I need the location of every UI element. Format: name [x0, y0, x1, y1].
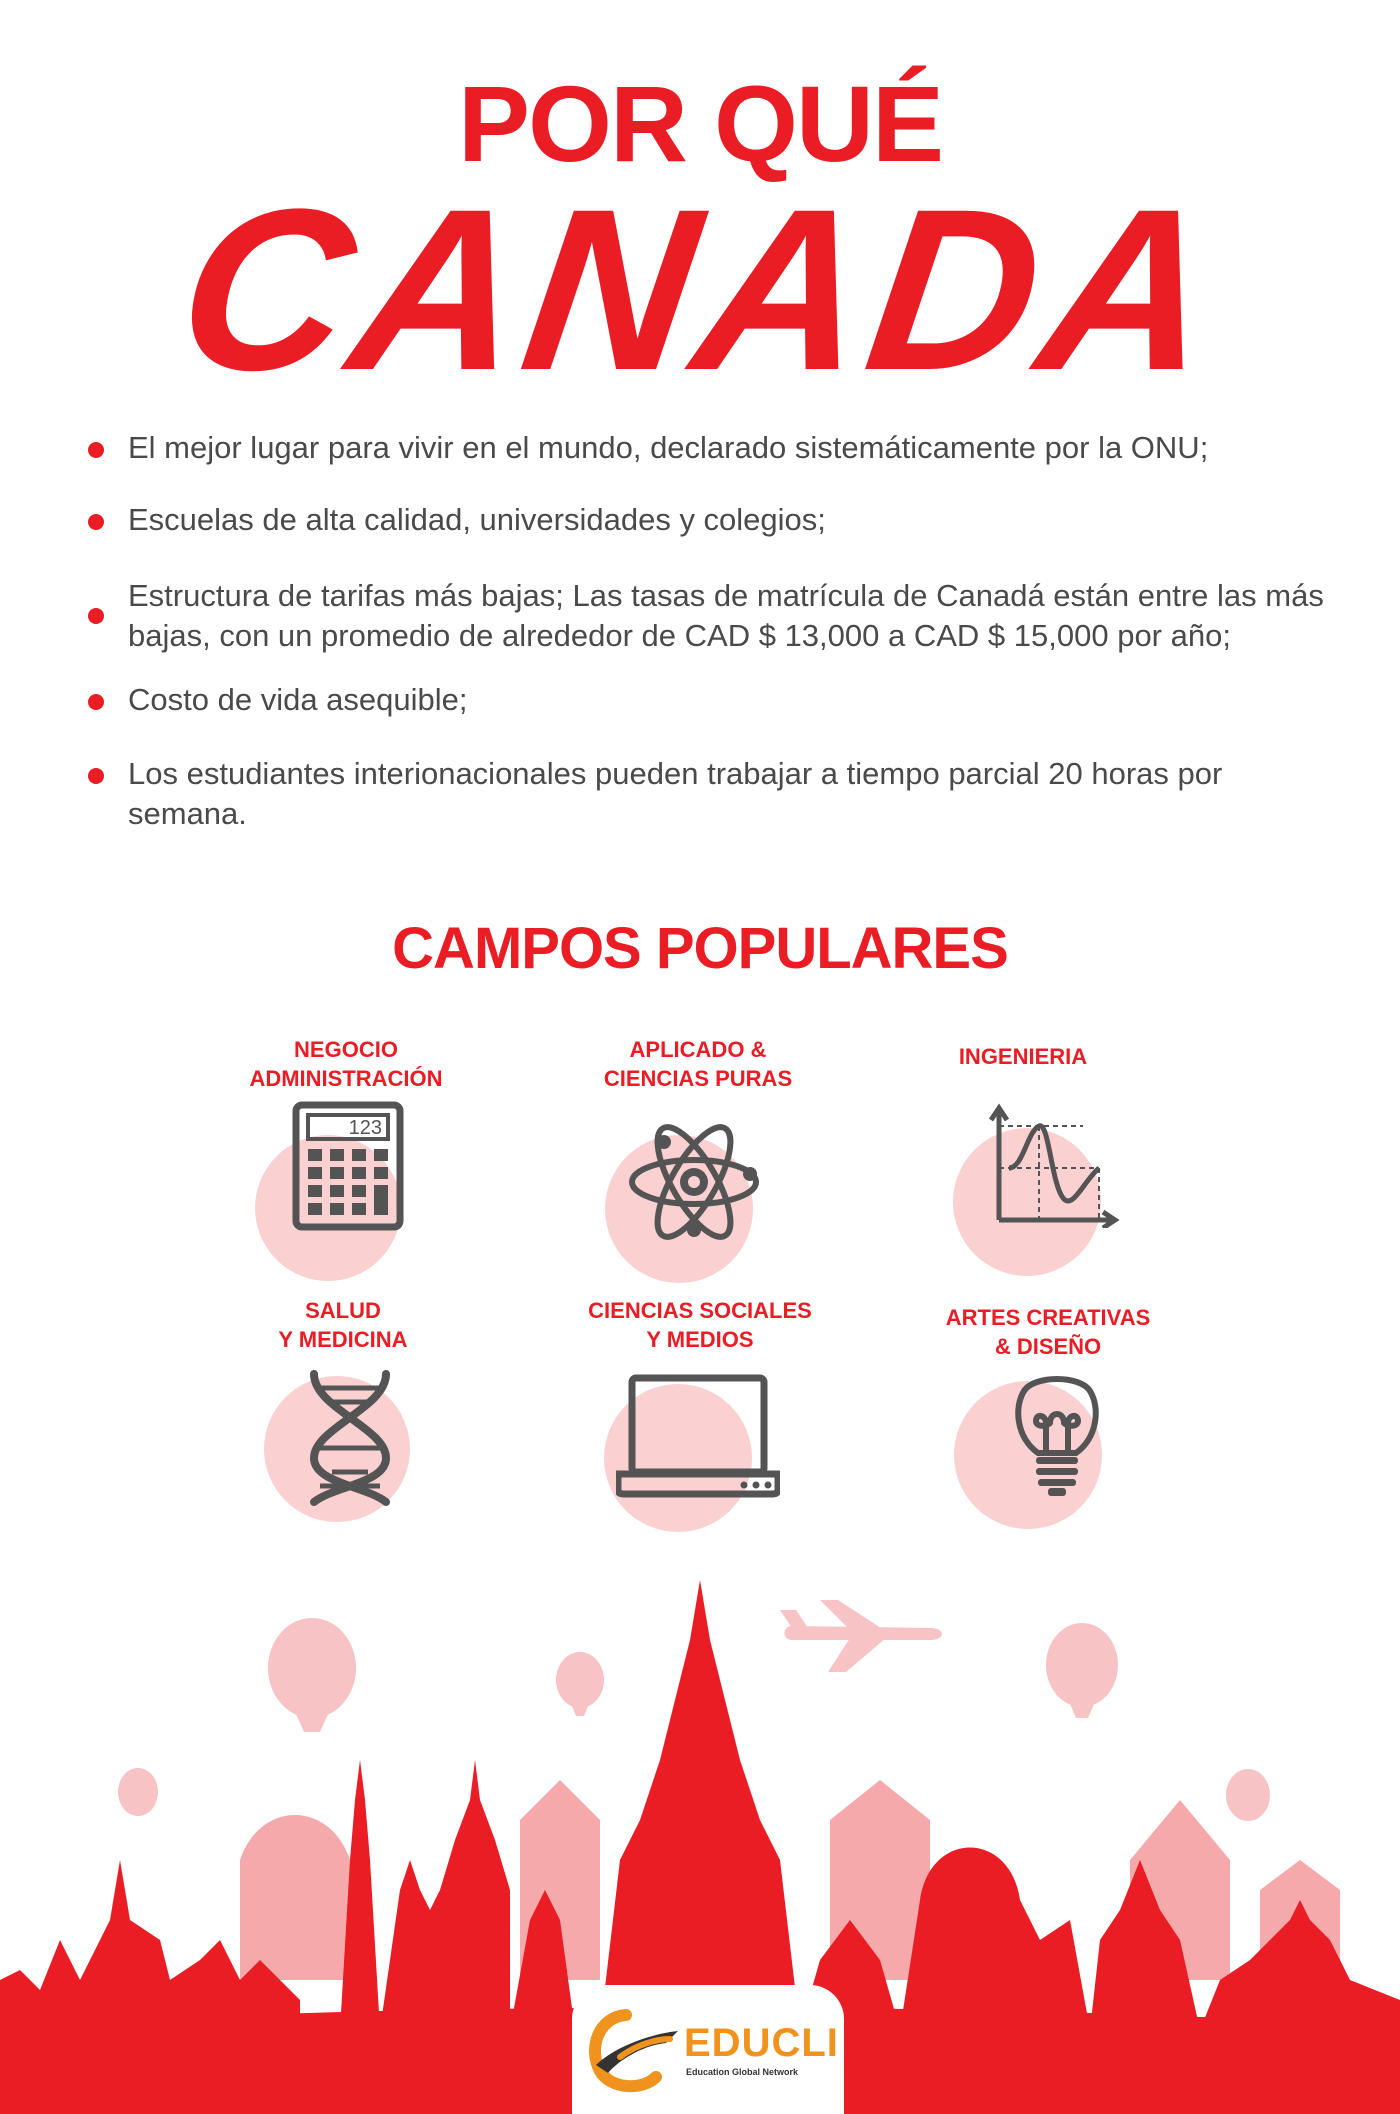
field-label: ARTES CREATIVAS & DISEÑO [945, 1305, 1151, 1359]
dna-icon [304, 1368, 396, 1508]
brand-tagline: Education Global Network [686, 2067, 799, 2077]
bullet-dot-icon [88, 608, 104, 624]
list-item-text: Costo de vida asequible; [128, 682, 468, 717]
bullet-dot-icon [88, 694, 104, 710]
page-title-top: POR QUÉ [457, 63, 943, 184]
calculator-display: 123 [348, 1117, 382, 1139]
list-item-text: Estructura de tarifas más bajas; Las tasas de matrícula de Canadá están entre las más bajas, con un promedio de alrededor de CAD $ 13,000 a CAD $ 15,000 por año; [128, 578, 1324, 653]
page-title-main: CANADA [165, 161, 1235, 418]
field-label: APLICADO & CIENCIAS PURAS [603, 1037, 793, 1091]
field-label: CIENCIAS SOCIALES Y MEDIOS [588, 1298, 812, 1352]
brand-logo-card [572, 1985, 844, 2114]
airplane-icon [780, 1600, 942, 1672]
list-item-text: Escuelas de alta calidad, universidades y colegios; [128, 502, 826, 537]
lightbulb-icon [1010, 1367, 1104, 1499]
field-label: SALUD Y MEDICINA [278, 1298, 408, 1352]
laptop-icon [616, 1374, 780, 1498]
bullet-dot-icon [88, 514, 104, 530]
field-label: NEGOCIO ADMINISTRACIÓN [249, 1037, 443, 1091]
calculator-icon [292, 1101, 404, 1231]
graph-icon [987, 1102, 1121, 1228]
list-item-text: Los estudiantes interionacionales pueden trabajar a tiempo parcial 20 horas por semana. [128, 756, 1223, 831]
bullet-dot-icon [88, 768, 104, 784]
list-item-text: El mejor lugar para vivir en el mundo, declarado sistemáticamente por la ONU; [128, 430, 1209, 465]
brand-name: EDUCLI [684, 2021, 839, 2065]
field-label: INGENIERIA [958, 1044, 1088, 1069]
bullet-dot-icon [88, 442, 104, 458]
atom-icon [624, 1112, 764, 1252]
section-title: CAMPOS POPULARES [392, 916, 1008, 981]
educli-logo-icon [586, 2009, 682, 2093]
